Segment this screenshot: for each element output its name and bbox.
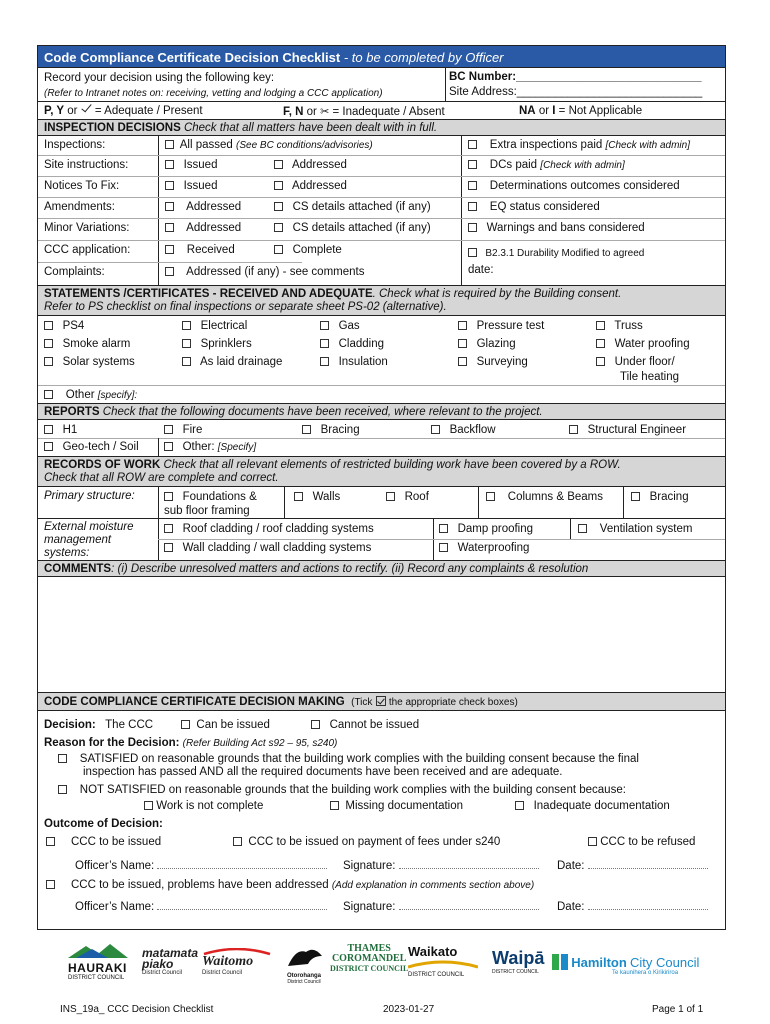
hamilton-icon	[552, 954, 568, 970]
received-option[interactable]: Received	[165, 244, 235, 256]
council-logos	[60, 944, 710, 994]
report-other[interactable]: Other: [Specify]	[164, 441, 256, 453]
complaints-option[interactable]: Addressed (if any) - see comments	[165, 266, 364, 278]
eq-option[interactable]: EQ status considered	[468, 201, 600, 213]
row-foundations[interactable]: Foundations &	[164, 491, 257, 503]
site-address-field[interactable]: Site Address:_____________________________	[449, 86, 703, 98]
row-columns[interactable]: Columns & Beams	[486, 491, 603, 503]
hamilton-logo: Hamilton City Council Te kaunihera o Kirikiriroa	[552, 954, 699, 976]
stmt-item[interactable]: Cladding	[320, 338, 384, 350]
stmt-item[interactable]: Smoke alarm	[44, 338, 130, 350]
warnings-option[interactable]: Warnings and bans considered	[468, 222, 645, 234]
legend-adequate: P, Y or = Adequate / Present	[44, 105, 203, 117]
key-note: (Refer to Intranet notes on: receiving, vetting and lodging a CCC application)	[44, 88, 383, 99]
decision-section: Decision: The CCC Can be issued Cannot be issued Reason for the Decision: (Refer Building Act s92 – 95, s240) SATISFIED on reasonable grounds that the building work complies with the building consent because the final inspection has passed AND all the required documents have been received and are adequate. NOT SATISFIED on reasonable grounds that the building work complies with the building consent because: Work is not complete Missing documentation Inadequate documentation Outcome of Decision: CCC to be issued CCC to be issued on payment of fees under s240 CCC to be refused Officer’s Name: Signature: Date: CCC to be issued, problems have been addressed (Add explanation in comments section above) Officer’s Name: Signature: Date:	[38, 711, 725, 929]
satisfied-option[interactable]: SATISFIED on reasonable grounds that the building work complies with the building consent because the final	[58, 753, 639, 765]
reason-line: Reason for the Decision: (Refer Building Act s92 – 95, s240)	[44, 737, 338, 749]
problems-addressed-option[interactable]: CCC to be issued, problems have been addressed (Add explanation in comments section above)	[46, 879, 534, 891]
key-section	[38, 68, 725, 102]
am-addressed-option[interactable]: Addressed	[165, 201, 241, 213]
bird-icon	[282, 946, 326, 970]
stmt-item[interactable]: Insulation	[320, 356, 388, 368]
stmt-item[interactable]: As laid drainage	[182, 356, 282, 368]
complete-option[interactable]: Complete	[274, 244, 342, 256]
stmt-item[interactable]: Under floor/	[596, 356, 675, 368]
date-field-2[interactable]: Date:	[557, 901, 708, 913]
stmt-item[interactable]: Sprinklers	[182, 338, 252, 350]
stmt-item[interactable]: Surveying	[458, 356, 528, 368]
footer-doc-name: INS_19a_ CCC Decision Checklist	[60, 1004, 214, 1015]
form-title: Code Compliance Certificate Decision Checklist - to be completed by Officer	[44, 50, 504, 65]
stmt-item[interactable]: PS4	[44, 320, 84, 332]
key-legend	[38, 102, 725, 120]
stmt-item[interactable]: Glazing	[458, 338, 516, 350]
ccc-refused-option[interactable]: CCC to be refused	[588, 836, 695, 848]
report-h1[interactable]: H1	[44, 424, 77, 436]
decision-line: Decision: The CCC	[44, 719, 154, 731]
stmt-item[interactable]: Gas	[320, 320, 360, 332]
row-damp-proofing[interactable]: Damp proofing	[439, 523, 533, 535]
waipa-logo: Waipā DISTRICT COUNCIL	[492, 948, 545, 975]
statements-heading: STATEMENTS /CERTIFICATES - RECEIVED AND ADEQUATE. Check what is required by the Building consent. Refer to PS checklist on final inspections or separate sheet PS-02 (alternative).	[38, 286, 725, 316]
si-addressed-option[interactable]: Addressed	[274, 159, 347, 171]
inspection-section	[38, 136, 725, 286]
report-bracing[interactable]: Bracing	[302, 424, 360, 436]
stmt-item[interactable]: Electrical	[182, 320, 247, 332]
row-ventilation[interactable]: Ventilation system	[578, 523, 692, 535]
otorohanga-logo: Otorohanga District Council	[282, 946, 326, 985]
stmt-item[interactable]: Truss	[596, 320, 643, 332]
primary-structure-row	[38, 487, 725, 519]
hauraki-logo: HAURAKI DISTRICT COUNCIL	[68, 944, 128, 981]
outcome-label: Outcome of Decision:	[44, 818, 163, 830]
not-satisfied-option[interactable]: NOT SATISFIED on reasonable grounds that the building work complies with the building consent because:	[58, 784, 626, 796]
inadequate-doc-option[interactable]: Inadequate documentation	[515, 800, 670, 812]
inspection-heading: INSPECTION DECISIONS Check that all matters have been dealt with in full.	[38, 120, 725, 136]
footer-date: 2023-01-27	[383, 1004, 435, 1015]
site-instructions-label: Site instructions:	[44, 159, 129, 171]
key-intro: Record your decision using the following key:	[44, 72, 275, 84]
nf-issued-option[interactable]: Issued	[165, 180, 217, 192]
dcs-paid-option[interactable]: DCs paid [Check with admin]	[468, 159, 625, 171]
comments-heading: COMMENTS: (i) Describe unresolved matters and actions to rectify. (ii) Record any complaints & resolution	[38, 561, 725, 577]
mv-addressed-option[interactable]: Addressed	[165, 222, 241, 234]
signature-field-1[interactable]: Signature:	[343, 860, 539, 872]
si-issued-option[interactable]: Issued	[165, 159, 217, 171]
matamata-logo: matamata piako District Council	[142, 946, 199, 976]
inspections-label: Inspections:	[44, 139, 106, 151]
mountain-icon	[68, 944, 128, 958]
report-fire[interactable]: Fire	[164, 424, 202, 436]
row-walls[interactable]: Walls	[294, 491, 340, 503]
checklist-form	[37, 45, 726, 930]
row-waterproofing[interactable]: Waterproofing	[439, 542, 529, 554]
cannot-be-issued-option[interactable]: Cannot be issued	[311, 719, 419, 731]
swoosh-icon	[202, 948, 272, 956]
ccc-fees-option[interactable]: CCC to be issued on payment of fees under s240	[233, 836, 500, 848]
row-roof[interactable]: Roof	[386, 491, 429, 503]
ccc-issued-option[interactable]: CCC to be issued	[46, 836, 161, 848]
form-title-bar	[38, 46, 725, 68]
b231-date[interactable]: date:	[468, 264, 494, 276]
mv-cs-option[interactable]: CS details attached (if any)	[274, 222, 431, 234]
row-foundations-cont: sub floor framing	[164, 505, 250, 517]
date-field-1[interactable]: Date:	[557, 860, 708, 872]
bc-number-field[interactable]: BC Number:_____________________________	[449, 71, 702, 83]
minor-variations-label: Minor Variations:	[44, 222, 130, 234]
row-bracing[interactable]: Bracing	[631, 491, 689, 503]
stmt-item[interactable]: Pressure test	[458, 320, 544, 332]
waikato-logo: Waikato DISTRICT COUNCIL	[408, 944, 478, 978]
notices-label: Notices To Fix:	[44, 180, 120, 192]
footer-page: Page 1 of 1	[652, 1004, 704, 1015]
officer-name-field-2[interactable]: Officer’s Name:	[75, 901, 327, 913]
stmt-item-cont: Tile heating	[620, 371, 680, 383]
nf-addressed-option[interactable]: Addressed	[274, 180, 347, 192]
report-structural[interactable]: Structural Engineer	[569, 424, 686, 436]
primary-label: Primary structure:	[44, 490, 135, 502]
waitomo-logo: Waitomo District Council	[202, 954, 253, 976]
stmt-item[interactable]: Water proofing	[596, 338, 690, 350]
determinations-option[interactable]: Determinations outcomes considered	[468, 180, 680, 192]
signature-field-2[interactable]: Signature:	[343, 901, 539, 913]
all-passed-option[interactable]: All passed (See BC conditions/advisories)	[165, 139, 373, 151]
b231-option[interactable]: B2.3.1 Durability Modified to agreed	[468, 248, 644, 259]
tick-icon	[81, 106, 92, 114]
cross-icon: ✂	[320, 106, 330, 118]
stmt-other[interactable]: Other [specify]:	[44, 389, 137, 401]
thames-logo: THAMES COROMANDEL DISTRICT COUNCIL	[330, 943, 409, 973]
ccc-application-label: CCC application:	[44, 244, 131, 256]
report-backflow[interactable]: Backflow	[431, 424, 496, 436]
row-roof-cladding[interactable]: Roof cladding / roof cladding systems	[164, 523, 374, 535]
row-wall-cladding[interactable]: Wall cladding / wall cladding systems	[164, 542, 371, 554]
complaints-label: Complaints:	[44, 266, 105, 278]
stmt-item[interactable]: Solar systems	[44, 356, 135, 368]
work-incomplete-option[interactable]: Work is not complete	[144, 800, 263, 812]
waikato-swoosh-icon	[408, 959, 478, 969]
legend-inadequate: F, N or ✂ = Inadequate / Absent	[283, 106, 445, 118]
external-moisture-row: External moisture management systems: Roof cladding / roof cladding systems Damp proofing Ventilation system Wall cladding / wall cladding systems Waterproofing	[38, 519, 725, 561]
reports-section	[38, 420, 725, 457]
decision-heading: CODE COMPLIANCE CERTIFICATE DECISION MAKING (Tick the appropriate check boxes)	[38, 693, 725, 711]
am-cs-option[interactable]: CS details attached (if any)	[274, 201, 431, 213]
can-be-issued-option[interactable]: Can be issued	[181, 719, 270, 731]
officer-name-field-1[interactable]: Officer’s Name:	[75, 860, 327, 872]
report-geotech[interactable]: Geo-tech / Soil	[44, 441, 139, 453]
extra-inspections-option[interactable]: Extra inspections paid [Check with admin]	[468, 139, 690, 151]
statements-section	[38, 316, 725, 404]
amendments-label: Amendments:	[44, 201, 115, 213]
comments-area[interactable]	[38, 577, 725, 693]
reports-heading: REPORTS Check that the following documents have been received, where relevant to the project.	[38, 404, 725, 420]
legend-na: NA or I = Not Applicable	[519, 105, 643, 117]
missing-doc-option[interactable]: Missing documentation	[330, 800, 463, 812]
records-heading: RECORDS OF WORK Check that all relevant elements of restricted building work have been covered by a ROW. Check that all ROW are complete and correct.	[38, 457, 725, 487]
